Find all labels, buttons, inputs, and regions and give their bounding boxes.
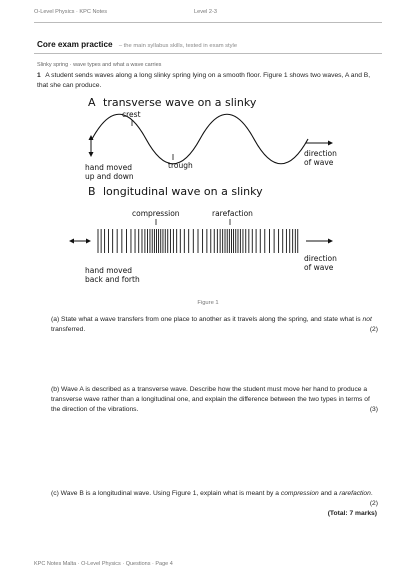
- panel-b: [70, 185, 337, 284]
- part-c-text-end: .: [370, 490, 373, 497]
- section-divider: [34, 53, 382, 54]
- panel-b-hand-label-2: back and forth: [85, 275, 140, 284]
- trough-label: trough: [168, 161, 193, 170]
- header-left: O-Level Physics · KPC Notes: [34, 9, 108, 15]
- part-a-marks: (2): [369, 325, 378, 333]
- part-c-marks: (2): [369, 499, 378, 507]
- panel-a: [85, 96, 337, 181]
- part-a-text-end: transferred.: [51, 325, 86, 333]
- panel-a-letter: A: [88, 96, 96, 109]
- section-subtitle: – the main syllabus skills, tested in exam style: [118, 43, 238, 49]
- figure-caption: Figure 1: [197, 300, 219, 306]
- transverse-wave: [92, 114, 308, 164]
- part-c-text-mid: and a: [318, 490, 340, 497]
- panel-a-direction-label-2: of wave: [304, 158, 334, 167]
- rarefaction-label: rarefaction: [212, 209, 253, 218]
- running-header: [34, 9, 382, 21]
- panel-a-direction-label-1: direction: [304, 149, 337, 158]
- crest-label: crest: [122, 110, 141, 119]
- panel-b-letter: B: [88, 185, 96, 198]
- part-c-text: (c) Wave B is a longitudinal wave. Using Figure 1, explain what is meant by a: [51, 490, 281, 497]
- compression-label: compression: [132, 209, 180, 218]
- part-a-text: (a) State what a wave transfers from one place to another as it travels along the spring, and state what is: [51, 316, 363, 323]
- panel-a-hand-label-1: hand moved: [85, 163, 132, 172]
- page-footer: KPC Notes Malta · O-Level Physics · Questions · Page 4: [34, 561, 173, 567]
- panel-b-title: longitudinal wave on a slinky: [103, 185, 263, 198]
- slinky-coils: [98, 229, 298, 253]
- panel-b-direction-label-2: of wave: [304, 263, 334, 272]
- part-b: [51, 385, 378, 414]
- section-heading: [37, 40, 237, 49]
- header-level: Level 2-3: [194, 9, 218, 15]
- part-a: [51, 315, 378, 335]
- total-marks: (Total: 7 marks): [327, 510, 377, 517]
- part-a-emphasis: not: [362, 316, 372, 323]
- part-c-compression-term: compression: [280, 490, 319, 497]
- part-c: [51, 489, 378, 509]
- figure-1: [60, 92, 360, 292]
- panel-a-hand-label-2: up and down: [85, 172, 134, 181]
- panel-a-title: transverse wave on a slinky: [103, 96, 257, 109]
- part-c-rarefaction-term: rarefaction: [339, 490, 371, 497]
- section-title: Core exam practice: [37, 40, 113, 49]
- question-text: A student sends waves along a long slinky spring lying on a smooth floor. Figure 1 shows two waves, A and B, that she can produce.: [37, 72, 371, 89]
- header-divider: [34, 22, 382, 23]
- question-number: 1: [37, 72, 41, 79]
- panel-b-direction-label-1: direction: [304, 254, 337, 263]
- part-b-marks: (3): [369, 405, 378, 413]
- panel-b-hand-label-1: hand moved: [85, 266, 132, 275]
- question-stem: [37, 71, 382, 90]
- topic-breadcrumb: Slinky spring · wave types and what a wave carries: [37, 62, 162, 68]
- part-b-text: (b) Wave A is described as a transverse wave. Describe how the student must move her hand to produce a transverse wave rather than a longitudinal one, and explain the difference between the two types in terms of the direction of the vibrations.: [51, 386, 370, 413]
